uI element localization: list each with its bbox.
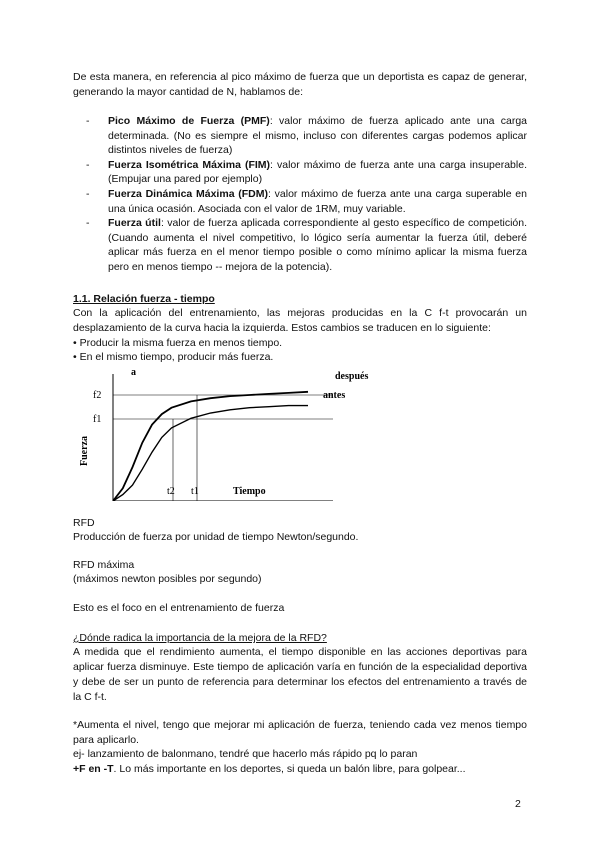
list-text: : valor máximo de fuerza ante una carga superable en una única ocasión. Asociada con el valor de 1RM, muy variable. xyxy=(108,187,527,215)
force-definitions-list xyxy=(86,114,527,275)
y-axis-label: Fuerza xyxy=(79,436,90,466)
section-heading: 1.1. Relación fuerza - tiempo xyxy=(73,293,215,305)
list-item xyxy=(86,216,527,274)
list-dash: - xyxy=(86,158,90,171)
y-tick-label: f2 xyxy=(93,390,102,401)
question-body: A medida que el rendimiento aumenta, el tiempo disponible en las acciones deportivas para aplicar fuerza disminuye. Este tiempo de aplicación varía en función de la especialidad deportiva y debe de ser un punto de referencia para determinar los efectos del entrenamiento a través de la C f-t. xyxy=(73,646,527,703)
x-axis-label: Tiempo xyxy=(233,486,266,497)
y-tick-label: f1 xyxy=(93,414,102,425)
question-heading: ¿Dónde radica la importancia de la mejora de la RFD? xyxy=(73,632,327,644)
rfd-label: RFD xyxy=(73,517,95,529)
list-text: : valor de fuerza aplicada correspondiente al gesto específico de competición. (Cuando aumenta el nivel competitivo, lo lógico sería aumentar la fuerza útil, deberé aplicar más fuerza en el menor tiempo posible o como mínimo aplicar la misma fuerza pero en menos tiempo -- mejora de la potencia). xyxy=(108,217,527,273)
bullet-item: • Producir la misma fuerza en menos tiempo. xyxy=(73,337,283,349)
page-number: 2 xyxy=(515,798,521,810)
summary-bold: +F en -T xyxy=(73,763,114,775)
list-term: Pico Máximo de Fuerza (PMF) xyxy=(108,115,270,127)
list-item xyxy=(86,158,527,187)
intro-paragraph: De esta manera, en referencia al pico máximo de fuerza que un deportista es capaz de generar, generando la mayor cantidad de N, hablamos de: xyxy=(73,71,527,98)
example-line: ej- lanzamiento de balonmano, tendré que hacerlo más rápido pq lo paran xyxy=(73,748,418,760)
note-paragraph: *Aumenta el nivel, tengo que mejorar mi aplicación de fuerza, teniendo cada vez menos tiempo para aplicarlo. xyxy=(73,719,527,746)
list-dash: - xyxy=(86,217,90,230)
legend-despues: después xyxy=(335,371,369,382)
x-tick-label: t2 xyxy=(167,486,175,497)
rfd-max-label: RFD máxima xyxy=(73,559,135,571)
legend-antes: antes xyxy=(323,390,346,401)
list-dash: - xyxy=(86,187,90,200)
rfd-definition: Producción de fuerza por unidad de tiempo Newton/segundo. xyxy=(73,531,359,543)
focus-text: Esto es el foco en el entrenamiento de fuerza xyxy=(73,602,285,614)
rfd-max-definition: (máximos newton posibles por segundo) xyxy=(73,573,262,585)
list-item xyxy=(86,187,527,216)
section-body: Con la aplicación del entrenamiento, las mejoras producidas en la C f-t provocarán un desplazamiento de la curva hacia la izquierda. Estos cambios se traducen en lo siguiente: xyxy=(73,307,527,334)
list-text: : valor máximo de fuerza aplicado ante una carga determinada. (No es siempre el mismo, incluso con diferentes cargas podemos aplicar distintos niveles de fuerza) xyxy=(108,115,527,157)
x-tick-label: t1 xyxy=(191,486,199,497)
top-label: a xyxy=(131,367,136,378)
list-term: Fuerza Dinámica Máxima (FDM) xyxy=(108,187,269,200)
list-text: : valor máximo de fuerza ante una carga insuperable. (Empujar una pared por ejemplo) xyxy=(108,158,527,186)
bullet-item: • En el mismo tiempo, producir más fuerza. xyxy=(73,351,274,363)
series-line-despues xyxy=(113,392,308,501)
summary-line xyxy=(73,762,527,777)
list-term: Fuerza útil xyxy=(108,217,161,230)
series-line-antes xyxy=(113,406,308,501)
summary-text: . Lo más importante en los deportes, si queda un balón libre, para golpear... xyxy=(113,763,466,775)
force-time-chart xyxy=(73,366,373,501)
list-item xyxy=(86,114,527,158)
list-dash: - xyxy=(86,115,90,127)
list-term: Fuerza Isométrica Máxima (FIM) xyxy=(108,158,271,171)
